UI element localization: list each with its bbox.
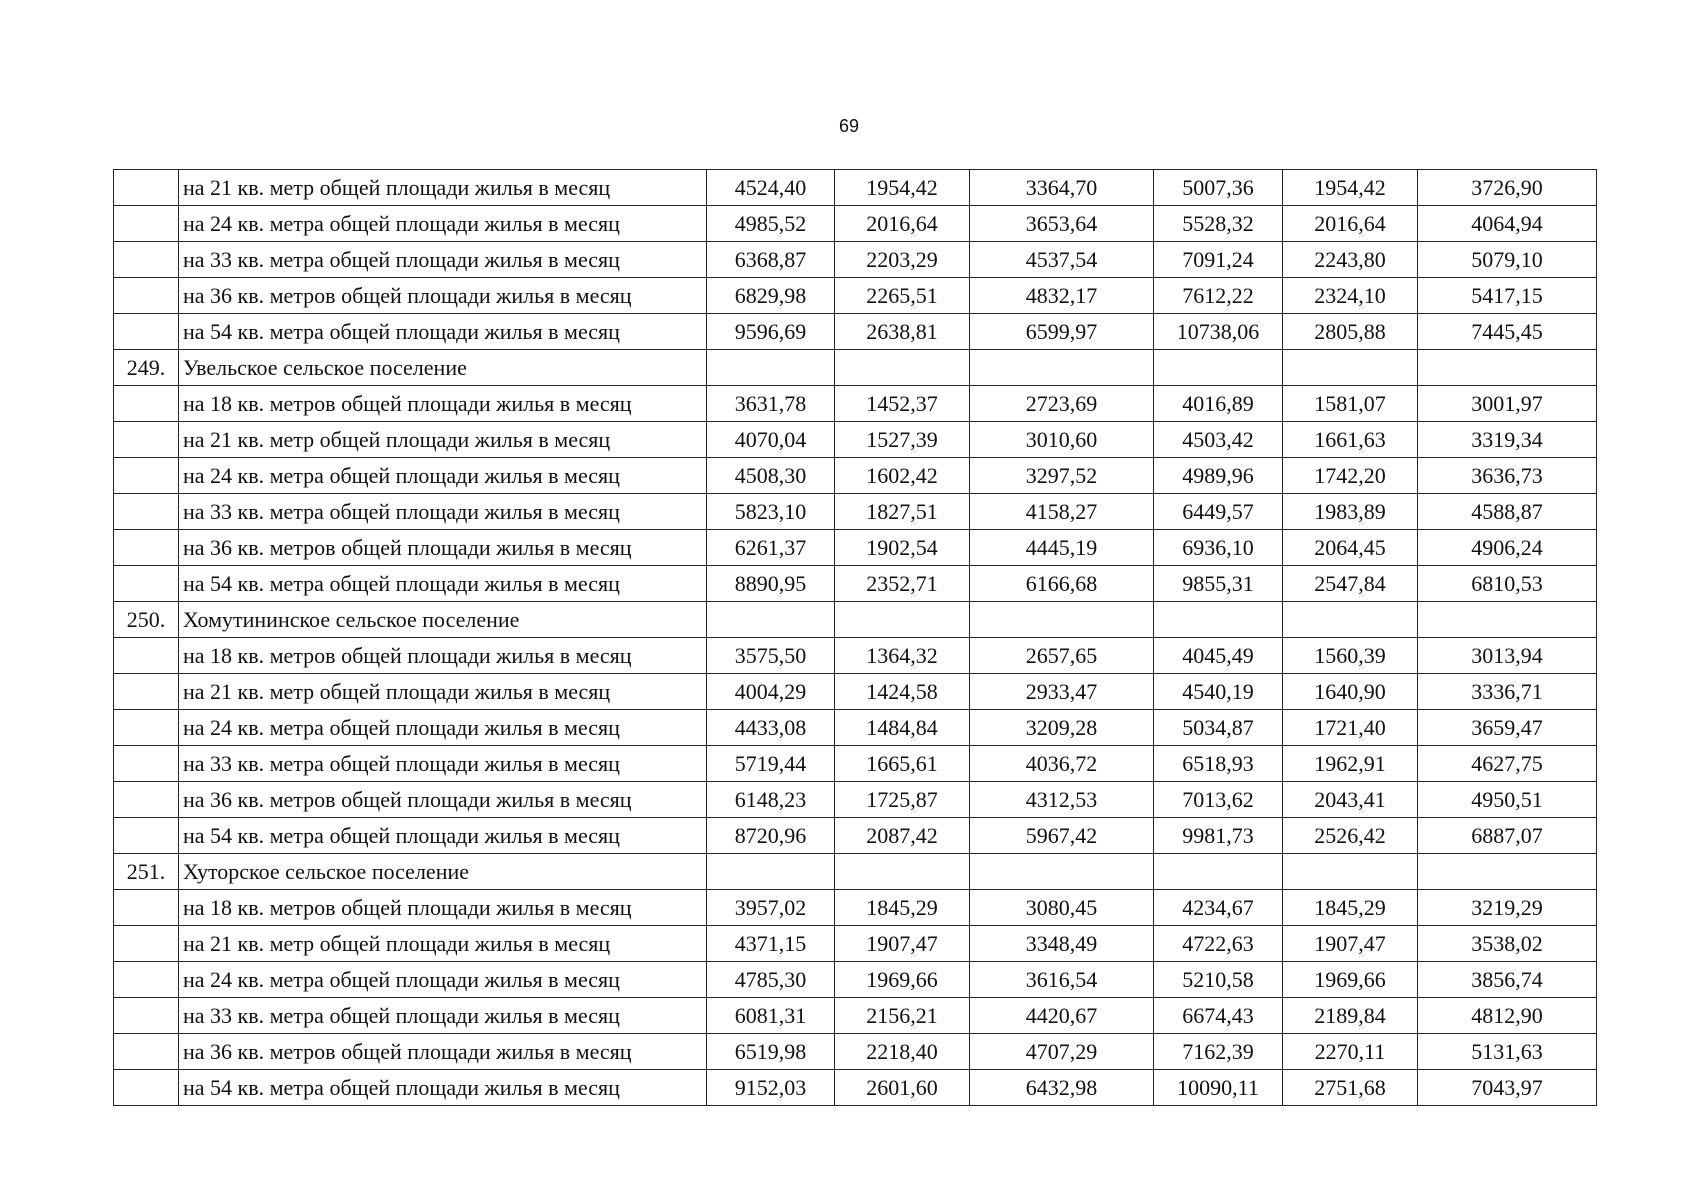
- value-cell: 1640,90: [1283, 674, 1418, 710]
- value-cell: 9152,03: [707, 1070, 835, 1106]
- value-cell: 1527,39: [835, 422, 970, 458]
- row-number: [114, 278, 179, 314]
- row-number: [114, 494, 179, 530]
- value-cell: 3010,60: [970, 422, 1154, 458]
- row-number: [114, 746, 179, 782]
- value-cell: 2203,29: [835, 242, 970, 278]
- row-number: [114, 530, 179, 566]
- value-cell: 2751,68: [1283, 1070, 1418, 1106]
- value-cell: 2270,11: [1283, 1034, 1418, 1070]
- value-cell: 1845,29: [1283, 890, 1418, 926]
- value-cell: 2189,84: [1283, 998, 1418, 1034]
- value-cell: 2723,69: [970, 386, 1154, 422]
- value-cell: 6936,10: [1154, 530, 1283, 566]
- table-row: [114, 170, 1597, 206]
- row-label: Увельское сельское поселение: [179, 350, 707, 386]
- row-label: на 54 кв. метра общей площади жилья в месяц: [179, 818, 707, 854]
- table-row: [114, 890, 1597, 926]
- value-cell: 8890,95: [707, 566, 835, 602]
- row-number: [114, 458, 179, 494]
- value-cell: 4707,29: [970, 1034, 1154, 1070]
- row-number: [114, 206, 179, 242]
- page-number: 69: [838, 116, 860, 136]
- value-cell: 4588,87: [1418, 494, 1597, 530]
- value-cell: 3209,28: [970, 710, 1154, 746]
- value-cell: 4420,67: [970, 998, 1154, 1034]
- value-cell: [1154, 854, 1283, 890]
- value-cell: 3336,71: [1418, 674, 1597, 710]
- value-cell: 7612,22: [1154, 278, 1283, 314]
- value-cell: 4064,94: [1418, 206, 1597, 242]
- value-cell: 4070,04: [707, 422, 835, 458]
- table-row: [114, 962, 1597, 998]
- value-cell: 1902,54: [835, 530, 970, 566]
- row-number: [114, 674, 179, 710]
- table-row: [114, 458, 1597, 494]
- value-cell: 5719,44: [707, 746, 835, 782]
- value-cell: 1845,29: [835, 890, 970, 926]
- value-cell: 5034,87: [1154, 710, 1283, 746]
- value-cell: 2601,60: [835, 1070, 970, 1106]
- value-cell: 1983,89: [1283, 494, 1418, 530]
- row-label: на 36 кв. метров общей площади жилья в месяц: [179, 278, 707, 314]
- value-cell: 1962,91: [1283, 746, 1418, 782]
- value-cell: 3631,78: [707, 386, 835, 422]
- row-label: на 24 кв. метра общей площади жилья в месяц: [179, 710, 707, 746]
- value-cell: 3080,45: [970, 890, 1154, 926]
- value-cell: 4016,89: [1154, 386, 1283, 422]
- value-cell: 4989,96: [1154, 458, 1283, 494]
- value-cell: 1907,47: [835, 926, 970, 962]
- row-number: [114, 314, 179, 350]
- row-number: [114, 422, 179, 458]
- table-row: [114, 206, 1597, 242]
- value-cell: 2657,65: [970, 638, 1154, 674]
- value-cell: [970, 350, 1154, 386]
- row-label: на 36 кв. метров общей площади жилья в месяц: [179, 782, 707, 818]
- row-label: на 54 кв. метра общей площади жилья в месяц: [179, 314, 707, 350]
- value-cell: 1954,42: [835, 170, 970, 206]
- value-cell: 4785,30: [707, 962, 835, 998]
- value-cell: 3856,74: [1418, 962, 1597, 998]
- row-label: на 33 кв. метра общей площади жилья в месяц: [179, 242, 707, 278]
- value-cell: [707, 602, 835, 638]
- value-cell: 1602,42: [835, 458, 970, 494]
- value-cell: 1721,40: [1283, 710, 1418, 746]
- table-row: [114, 350, 1597, 386]
- row-label: на 18 кв. метров общей площади жилья в месяц: [179, 386, 707, 422]
- value-cell: 3659,47: [1418, 710, 1597, 746]
- value-cell: 3575,50: [707, 638, 835, 674]
- value-cell: 3636,73: [1418, 458, 1597, 494]
- table-row: [114, 530, 1597, 566]
- value-cell: 3364,70: [970, 170, 1154, 206]
- value-cell: [707, 350, 835, 386]
- value-cell: [1418, 350, 1597, 386]
- value-cell: 2933,47: [970, 674, 1154, 710]
- value-cell: 1742,20: [1283, 458, 1418, 494]
- value-cell: 1954,42: [1283, 170, 1418, 206]
- row-number: 251.: [114, 854, 179, 890]
- value-cell: 2324,10: [1283, 278, 1418, 314]
- row-label: на 54 кв. метра общей площади жилья в месяц: [179, 1070, 707, 1106]
- value-cell: 1364,32: [835, 638, 970, 674]
- row-label: на 21 кв. метр общей площади жилья в месяц: [179, 674, 707, 710]
- row-number: [114, 782, 179, 818]
- value-cell: 10090,11: [1154, 1070, 1283, 1106]
- row-label: на 18 кв. метров общей площади жилья в месяц: [179, 890, 707, 926]
- value-cell: 1969,66: [835, 962, 970, 998]
- row-number: [114, 926, 179, 962]
- row-label: на 33 кв. метра общей площади жилья в месяц: [179, 746, 707, 782]
- value-cell: 1969,66: [1283, 962, 1418, 998]
- row-label: на 21 кв. метр общей площади жилья в месяц: [179, 170, 707, 206]
- value-cell: 1725,87: [835, 782, 970, 818]
- value-cell: 4722,63: [1154, 926, 1283, 962]
- value-cell: 4950,51: [1418, 782, 1597, 818]
- row-label: на 33 кв. метра общей площади жилья в месяц: [179, 494, 707, 530]
- value-cell: [970, 854, 1154, 890]
- value-cell: 6518,93: [1154, 746, 1283, 782]
- value-cell: [1154, 350, 1283, 386]
- row-label: Хуторское сельское поселение: [179, 854, 707, 890]
- table-row: [114, 242, 1597, 278]
- value-cell: 1661,63: [1283, 422, 1418, 458]
- value-cell: 3001,97: [1418, 386, 1597, 422]
- row-number: 250.: [114, 602, 179, 638]
- value-cell: 1560,39: [1283, 638, 1418, 674]
- table-row: [114, 818, 1597, 854]
- table-row: [114, 602, 1597, 638]
- table-row: [114, 386, 1597, 422]
- value-cell: 3348,49: [970, 926, 1154, 962]
- row-number: [114, 710, 179, 746]
- row-number: [114, 818, 179, 854]
- row-number: [114, 1070, 179, 1106]
- value-cell: 3538,02: [1418, 926, 1597, 962]
- value-cell: [1418, 854, 1597, 890]
- value-cell: 6810,53: [1418, 566, 1597, 602]
- value-cell: 4985,52: [707, 206, 835, 242]
- value-cell: 2805,88: [1283, 314, 1418, 350]
- table-row: [114, 710, 1597, 746]
- value-cell: [707, 854, 835, 890]
- row-number: [114, 638, 179, 674]
- value-cell: 3219,29: [1418, 890, 1597, 926]
- row-number: [114, 170, 179, 206]
- value-cell: 5210,58: [1154, 962, 1283, 998]
- row-number: [114, 566, 179, 602]
- value-cell: 4503,42: [1154, 422, 1283, 458]
- value-cell: 3319,34: [1418, 422, 1597, 458]
- value-cell: 4445,19: [970, 530, 1154, 566]
- value-cell: 4371,15: [707, 926, 835, 962]
- value-cell: 4045,49: [1154, 638, 1283, 674]
- value-cell: 2243,80: [1283, 242, 1418, 278]
- value-cell: 4627,75: [1418, 746, 1597, 782]
- row-label: на 33 кв. метра общей площади жилья в месяц: [179, 998, 707, 1034]
- value-cell: 9855,31: [1154, 566, 1283, 602]
- table-row: [114, 674, 1597, 710]
- value-cell: 5007,36: [1154, 170, 1283, 206]
- value-cell: 2218,40: [835, 1034, 970, 1070]
- table-row: [114, 998, 1597, 1034]
- value-cell: 4540,19: [1154, 674, 1283, 710]
- row-number: [114, 962, 179, 998]
- table-row: [114, 926, 1597, 962]
- value-cell: [970, 602, 1154, 638]
- row-label: на 24 кв. метра общей площади жилья в месяц: [179, 962, 707, 998]
- value-cell: 9981,73: [1154, 818, 1283, 854]
- value-cell: 6887,07: [1418, 818, 1597, 854]
- value-cell: 5079,10: [1418, 242, 1597, 278]
- value-cell: [1283, 854, 1418, 890]
- value-cell: 6432,98: [970, 1070, 1154, 1106]
- value-cell: [835, 602, 970, 638]
- value-cell: 2087,42: [835, 818, 970, 854]
- value-cell: 4234,67: [1154, 890, 1283, 926]
- value-cell: 1452,37: [835, 386, 970, 422]
- value-cell: 1827,51: [835, 494, 970, 530]
- table-row: [114, 782, 1597, 818]
- value-cell: 2352,71: [835, 566, 970, 602]
- value-cell: 6449,57: [1154, 494, 1283, 530]
- value-cell: 3957,02: [707, 890, 835, 926]
- value-cell: 3653,64: [970, 206, 1154, 242]
- table-row: [114, 1034, 1597, 1070]
- value-cell: 6148,23: [707, 782, 835, 818]
- value-cell: 3297,52: [970, 458, 1154, 494]
- row-label: на 21 кв. метр общей площади жилья в месяц: [179, 422, 707, 458]
- value-cell: 4906,24: [1418, 530, 1597, 566]
- value-cell: 4524,40: [707, 170, 835, 206]
- table-row: [114, 314, 1597, 350]
- value-cell: 10738,06: [1154, 314, 1283, 350]
- row-number: [114, 242, 179, 278]
- table-row: [114, 494, 1597, 530]
- value-cell: 4312,53: [970, 782, 1154, 818]
- value-cell: 3726,90: [1418, 170, 1597, 206]
- value-cell: 1424,58: [835, 674, 970, 710]
- tariff-table: [113, 169, 1597, 1106]
- row-label: на 24 кв. метра общей площади жилья в месяц: [179, 206, 707, 242]
- value-cell: 7162,39: [1154, 1034, 1283, 1070]
- row-number: [114, 1034, 179, 1070]
- value-cell: 6368,87: [707, 242, 835, 278]
- table-row: [114, 854, 1597, 890]
- row-label: Хомутининское сельское поселение: [179, 602, 707, 638]
- value-cell: 4004,29: [707, 674, 835, 710]
- row-number: [114, 386, 179, 422]
- value-cell: 5528,32: [1154, 206, 1283, 242]
- value-cell: 6261,37: [707, 530, 835, 566]
- value-cell: 2547,84: [1283, 566, 1418, 602]
- table-body: [114, 170, 1597, 1106]
- value-cell: 4537,54: [970, 242, 1154, 278]
- row-label: на 21 кв. метр общей площади жилья в месяц: [179, 926, 707, 962]
- value-cell: 2016,64: [1283, 206, 1418, 242]
- value-cell: [835, 350, 970, 386]
- value-cell: 4812,90: [1418, 998, 1597, 1034]
- value-cell: [1283, 350, 1418, 386]
- table-row: [114, 1070, 1597, 1106]
- value-cell: 6081,31: [707, 998, 835, 1034]
- value-cell: 6599,97: [970, 314, 1154, 350]
- value-cell: 3616,54: [970, 962, 1154, 998]
- value-cell: 4158,27: [970, 494, 1154, 530]
- value-cell: 5823,10: [707, 494, 835, 530]
- row-number: [114, 890, 179, 926]
- value-cell: [835, 854, 970, 890]
- value-cell: 6829,98: [707, 278, 835, 314]
- row-number: [114, 998, 179, 1034]
- table-row: [114, 638, 1597, 674]
- value-cell: 5417,15: [1418, 278, 1597, 314]
- value-cell: 2638,81: [835, 314, 970, 350]
- value-cell: 5967,42: [970, 818, 1154, 854]
- value-cell: 2016,64: [835, 206, 970, 242]
- value-cell: 2526,42: [1283, 818, 1418, 854]
- row-label: на 24 кв. метра общей площади жилья в месяц: [179, 458, 707, 494]
- value-cell: 1581,07: [1283, 386, 1418, 422]
- value-cell: 1665,61: [835, 746, 970, 782]
- value-cell: 4832,17: [970, 278, 1154, 314]
- value-cell: 2043,41: [1283, 782, 1418, 818]
- value-cell: 1907,47: [1283, 926, 1418, 962]
- value-cell: 8720,96: [707, 818, 835, 854]
- value-cell: 7013,62: [1154, 782, 1283, 818]
- value-cell: 4433,08: [707, 710, 835, 746]
- value-cell: 4508,30: [707, 458, 835, 494]
- table-row: [114, 566, 1597, 602]
- value-cell: 2265,51: [835, 278, 970, 314]
- row-label: на 18 кв. метров общей площади жилья в месяц: [179, 638, 707, 674]
- value-cell: 5131,63: [1418, 1034, 1597, 1070]
- table-row: [114, 422, 1597, 458]
- value-cell: 2064,45: [1283, 530, 1418, 566]
- value-cell: 3013,94: [1418, 638, 1597, 674]
- value-cell: 6519,98: [707, 1034, 835, 1070]
- value-cell: 6674,43: [1154, 998, 1283, 1034]
- value-cell: [1283, 602, 1418, 638]
- value-cell: [1154, 602, 1283, 638]
- table-row: [114, 746, 1597, 782]
- row-label: на 36 кв. метров общей площади жилья в месяц: [179, 1034, 707, 1070]
- value-cell: 2156,21: [835, 998, 970, 1034]
- value-cell: 1484,84: [835, 710, 970, 746]
- row-number: 249.: [114, 350, 179, 386]
- value-cell: 7043,97: [1418, 1070, 1597, 1106]
- value-cell: 7091,24: [1154, 242, 1283, 278]
- row-label: на 54 кв. метра общей площади жилья в месяц: [179, 566, 707, 602]
- value-cell: 4036,72: [970, 746, 1154, 782]
- value-cell: 9596,69: [707, 314, 835, 350]
- value-cell: [1418, 602, 1597, 638]
- value-cell: 6166,68: [970, 566, 1154, 602]
- value-cell: 7445,45: [1418, 314, 1597, 350]
- table-row: [114, 278, 1597, 314]
- row-label: на 36 кв. метров общей площади жилья в месяц: [179, 530, 707, 566]
